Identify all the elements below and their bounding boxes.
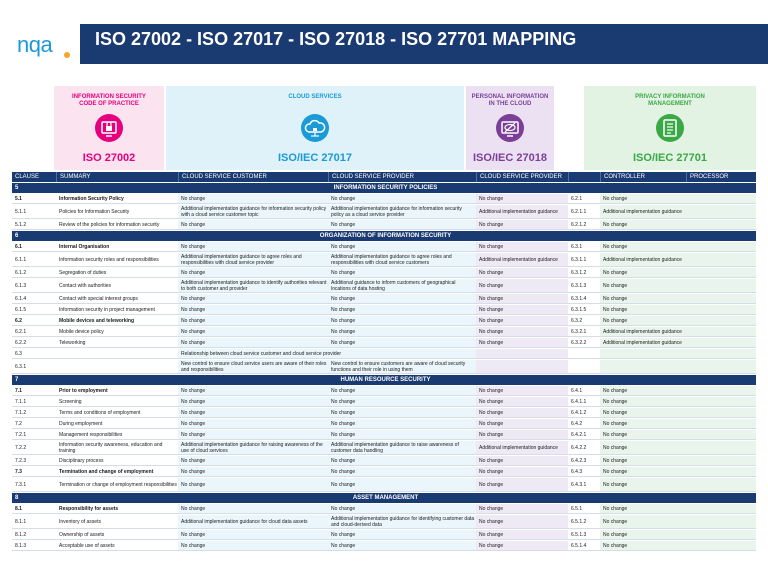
cloud-customer-cell: No change [178,327,328,336]
processor-cell [686,430,756,439]
iso27018-cell: No change [476,194,568,203]
table-row [12,253,756,267]
col-processor: PROCESSOR [686,172,756,182]
table-row [12,242,756,252]
iso27018-cell: No change [476,541,568,550]
iso27018-cell: No change [476,397,568,406]
col-cloud-service-customer: CLOUD SERVICE CUSTOMER [178,172,328,182]
clause-cell: 8.1.3 [15,542,27,549]
col-clause: CLAUSE [15,174,40,180]
section-title: ASSET MANAGEMENT [352,495,419,501]
col-blank [568,172,600,182]
cloud-provider-cell: No change [328,242,476,251]
iso27701-clause-cell: 6.4.2.1 [571,431,587,438]
controller-cell: Additional implementation guidance [600,205,686,218]
cloud-provider-cell: No change [328,397,476,406]
processor-cell [686,268,756,277]
controller-cell: No change [600,541,686,550]
clause-cell: 7.2.2 [15,444,27,451]
table-row [12,386,756,396]
standard-label: CLOUD SERVICES [288,94,342,100]
cloud-customer-cell: No change [178,194,328,203]
cloud-provider-cell: No change [328,294,476,303]
table-row [12,268,756,278]
iso27018-cell: No change [476,338,568,347]
logo-text: nqa [17,32,53,57]
standard-block-3 [466,86,554,170]
iso27701-clause-cell: 6.5.1 [571,505,583,512]
iso27018-cell: Additional implementation guidance [476,441,568,454]
table-row [12,305,756,315]
iso27018-cell: No change [476,530,568,539]
summary-cell: Inventory of assets [59,518,101,525]
section-row [12,375,756,385]
controller-cell: Additional implementation guidance [600,327,686,336]
cloud-customer-cell: No change [178,467,328,476]
iso27701-clause-cell: 6.2.1.2 [571,221,587,228]
table-row [12,349,756,359]
iso27018-cell: No change [476,305,568,314]
processor-cell [686,360,756,373]
clause-cell: 5.1.1 [15,208,27,215]
iso27018-cell: No change [476,242,568,251]
section-title: ORGANIZATION OF INFORMATION SECURITY [319,233,452,239]
cloud-provider-cell: New control to ensure customers are aware of cloud security functions and their role in using them [328,360,476,373]
clause-cell: 7.2.1 [15,431,27,438]
cloud-customer-cell: No change [178,419,328,428]
cloud-customer-cell: Additional implementation guidance to agree roles and responsibilities with cloud service provider [178,253,328,266]
iso27018-cell: No change [476,316,568,325]
controller-cell: Additional implementation guidance [600,253,686,266]
clause-cell: 7.1.2 [15,409,27,416]
table-row [12,456,756,466]
iso27018-cell: Additional implementation guidance [476,205,568,218]
cloud-customer-cell: Additional implementation guidance for cloud data assets [178,515,328,528]
summary-cell: Policies for Information Security [59,208,130,215]
table-row [12,338,756,348]
summary-cell: Acceptable use of assets [59,542,115,549]
controller-cell: No change [600,268,686,277]
standard-name: ISO 27002 [82,152,136,164]
processor-cell [686,316,756,325]
processor-cell [686,541,756,550]
lock-icon [95,114,123,142]
iso27701-clause-cell: 6.5.1.4 [571,542,587,549]
iso27018-cell: No change [476,386,568,395]
cloud-customer-cell: No change [178,430,328,439]
processor-cell [686,397,756,406]
controller-cell: No change [600,515,686,528]
processor-cell [686,253,756,266]
clause-cell: 7.2 [15,420,22,427]
cloud-customer-cell: No change [178,338,328,347]
iso27018-cell: No change [476,294,568,303]
summary-cell: Mobile device policy [59,328,104,335]
logo-dot [64,52,70,58]
page-title: ISO 27002 - ISO 27017 - ISO 27018 - ISO 27701 MAPPING [95,29,577,49]
clause-cell: 6.1 [15,243,22,250]
iso27701-clause-cell [568,360,600,373]
table-row [12,397,756,407]
table-header [12,172,756,182]
section-row [12,183,756,193]
iso27018-cell: No change [476,478,568,491]
cloud-provider-cell: No change [328,478,476,491]
summary-cell: Contact with authorities [59,282,111,289]
standard-label: PRIVACY INFORMATION MANAGEMENT [635,94,705,107]
section-clause: 5 [15,185,19,191]
cloud-customer-cell: Additional implementation guidance for information security policy with a cloud service customer topic [178,205,328,218]
cloud-provider-cell: No change [328,530,476,539]
clause-cell: 7.3.1 [15,481,27,488]
summary-cell: Prior to employment [59,387,108,394]
processor-cell [686,327,756,336]
iso27701-clause-cell: 6.3.2.1 [571,328,587,335]
table-row [12,205,756,219]
summary-cell: Ownership of assets [59,531,105,538]
section-clause: 7 [15,377,19,383]
processor-cell [686,220,756,229]
iso27018-cell: No change [476,467,568,476]
controller-cell: No change [600,430,686,439]
section-row [12,231,756,241]
cloud-provider-cell: No change [328,220,476,229]
clause-cell: 6.1.5 [15,306,27,313]
processor-cell [686,441,756,454]
table-row [12,515,756,529]
col-controller: CONTROLLER [600,172,686,182]
col-summary: SUMMARY [56,172,178,182]
summary-cell: Contact with special interest groups [59,295,138,302]
processor-cell [686,305,756,314]
section-clause: 8 [15,495,19,501]
col-cloud-service-provider: CLOUD SERVICE PROVIDER [328,172,476,182]
table-row [12,408,756,418]
clause-cell: 5.1.2 [15,221,27,228]
processor-cell [686,515,756,528]
cloud-provider-cell: Additional implementation guidance to agree roles and responsibilities with cloud service customers [328,253,476,266]
cloud-customer-cell: No change [178,242,328,251]
iso27701-clause-cell: 6.4.3.1 [571,481,587,488]
iso27701-clause-cell: 6.3.1.1 [571,256,587,263]
controller-cell: Additional implementation guidance [600,338,686,347]
section-title: HUMAN RESOURCE SECURITY [340,377,431,383]
summary-cell [56,349,178,358]
standard-block-4 [584,86,756,170]
combined-cloud-cell: Relationship between cloud service customer and cloud service provider [178,349,476,358]
iso27018-cell [476,349,568,358]
controller-cell: No change [600,478,686,491]
table-row [12,541,756,551]
cloud-provider-cell: No change [328,419,476,428]
iso27701-clause-cell: 6.4.1 [571,387,583,394]
iso27701-clause-cell: 6.3.2.2 [571,339,587,346]
summary-cell: Responsibility for assets [59,505,119,512]
iso27701-clause-cell: 6.4.2.3 [571,457,587,464]
summary-cell: Management responsibilities [59,431,123,438]
processor-cell [686,456,756,465]
iso27701-clause-cell: 6.3.1.2 [571,269,587,276]
controller-cell: No change [600,419,686,428]
controller-cell: No change [600,456,686,465]
iso27018-cell: No change [476,220,568,229]
clause-cell: 8.1.1 [15,518,27,525]
cloud-provider-cell: No change [328,316,476,325]
iso27018-cell: No change [476,268,568,277]
processor-cell [686,194,756,203]
cloud-provider-cell: No change [328,338,476,347]
section-title: INFORMATION SECURITY POLICIES [333,185,438,191]
cloud-customer-cell: No change [178,268,328,277]
clause-cell: 7.1 [15,387,22,394]
section-row [12,493,756,503]
iso27701-clause-cell: 6.4.2 [571,420,583,427]
cloud-customer-cell: No change [178,316,328,325]
cloud-provider-cell: No change [328,194,476,203]
clause-cell: 6.2.1 [15,328,27,335]
iso27018-cell: No change [476,515,568,528]
cloud-customer-cell: No change [178,456,328,465]
summary-cell: Screening [59,398,82,405]
controller-cell: No change [600,397,686,406]
clause-cell: 7.2.3 [15,457,27,464]
iso27018-cell: Additional implementation guidance [476,253,568,266]
iso27701-clause-cell: 6.4.2.2 [571,444,587,451]
iso27701-clause-cell [568,349,600,358]
cloud-customer-cell: No change [178,386,328,395]
controller-cell: No change [600,279,686,292]
controller-cell: No change [600,408,686,417]
controller-cell [600,349,686,358]
iso27701-clause-cell: 6.2.1.1 [571,208,587,215]
controller-cell: No change [600,242,686,251]
iso27701-clause-cell: 6.3.1.5 [571,306,587,313]
controller-cell: No change [600,305,686,314]
cloud-customer-cell: Additional implementation guidance for raising awareness of the use of cloud services [178,441,328,454]
cloud-provider-cell: No change [328,504,476,513]
summary-cell: Termination and change of employment [59,468,154,475]
cloud-customer-cell: No change [178,530,328,539]
processor-cell [686,504,756,513]
controller-cell: No change [600,504,686,513]
iso27701-clause-cell: 6.5.1.2 [571,518,587,525]
iso27701-clause-cell: 6.4.3 [571,468,583,475]
standard-name: ISO/IEC 27018 [473,152,547,164]
cloud-customer-cell: No change [178,305,328,314]
table-row [12,441,756,455]
iso27701-clause-cell: 6.3.2 [571,317,583,324]
iso27701-clause-cell: 6.4.1.2 [571,409,587,416]
iso27701-clause-cell: 6.3.1.3 [571,282,587,289]
cloud-customer-cell: No change [178,397,328,406]
processor-cell [686,530,756,539]
cloud-provider-cell: No change [328,430,476,439]
cloud-provider-cell: No change [328,305,476,314]
table-row [12,430,756,440]
controller-cell: No change [600,294,686,303]
clause-cell: 7.1.1 [15,398,27,405]
clause-cell: 6.3 [15,350,22,357]
clause-cell: 8.1 [15,505,22,512]
summary-cell: Review of the policies for information security [59,221,160,228]
processor-cell [686,349,756,358]
processor-cell [686,294,756,303]
iso27018-cell: No change [476,430,568,439]
cloud-provider-cell: No change [328,541,476,550]
table-row [12,316,756,326]
clause-cell: 6.1.1 [15,256,27,263]
iso27018-cell: No change [476,327,568,336]
processor-cell [686,419,756,428]
standard-block-2 [166,86,464,170]
iso27701-clause-cell: 6.2.1 [571,195,583,202]
eye-slash-icon [496,114,524,142]
iso27018-cell: No change [476,504,568,513]
cloud-provider-cell: No change [328,327,476,336]
controller-cell: No change [600,316,686,325]
iso27018-cell [476,360,568,373]
table-row [12,530,756,540]
summary-cell: Mobile devices and teleworking [59,317,135,324]
table-row [12,279,756,293]
table-row [12,194,756,204]
standard-label: PERSONAL INFORMATION IN THE CLOUD [471,94,549,107]
standard-name: ISO/IEC 27017 [278,152,352,164]
cloud-customer-cell: No change [178,294,328,303]
clause-cell: 6.1.4 [15,295,27,302]
controller-cell: No change [600,441,686,454]
clause-cell: 6.1.2 [15,269,27,276]
cloud-customer-cell: New control to ensure cloud service users are aware of their roles and responsibilities [178,360,328,373]
iso27701-clause-cell: 6.4.1.1 [571,398,587,405]
cloud-provider-cell: No change [328,467,476,476]
document-icon [656,114,684,142]
clause-cell: 6.1.3 [15,282,27,289]
clause-cell: 6.3.1 [15,363,27,370]
clause-cell: 7.3 [15,468,22,475]
controller-cell: No change [600,386,686,395]
cloud-customer-cell: No change [178,220,328,229]
summary-cell: Teleworking [59,339,86,346]
table-row [12,294,756,304]
processor-cell [686,478,756,491]
clause-cell: 6.2 [15,317,22,324]
iso27018-cell: No change [476,419,568,428]
cloud-customer-cell: No change [178,504,328,513]
cloud-provider-cell: No change [328,268,476,277]
section-clause: 6 [15,233,19,239]
summary-cell: Disciplinary process [59,457,104,464]
controller-cell [600,360,686,373]
summary-cell: During employment [59,420,103,427]
table-row [12,220,756,230]
cloud-customer-cell: No change [178,408,328,417]
iso27701-clause-cell: 6.3.1.4 [571,295,587,302]
cloud-provider-cell: Additional implementation guidance for information security policy as a cloud service provider [328,205,476,218]
top-banner [0,0,768,86]
summary-cell: Segregation of duties [59,269,107,276]
clause-cell: 8.1.2 [15,531,27,538]
col-cloud-service-provider-27018: CLOUD SERVICE PROVIDER [476,172,568,182]
cloud-customer-cell: No change [178,541,328,550]
cloud-customer-cell: Additional implementation guidance to identify authorities relevant to both customer and provider [178,279,328,292]
table-row [12,504,756,514]
iso27018-cell: No change [476,279,568,292]
summary-cell: Information security roles and responsibilities [59,256,159,263]
summary-cell: Terms and conditions of employment [59,409,141,416]
controller-cell: No change [600,467,686,476]
cloud-provider-cell: Additional guidance to inform customers of geographical locations of data hosting [328,279,476,292]
summary-cell: Internal Organisation [59,243,110,250]
standard-block-1 [54,86,164,170]
summary-cell: Information Security Policy [59,195,124,202]
summary-cell: Termination or change of employment responsibilities [59,481,177,488]
summary-cell: Information security awareness, education and training [59,441,163,454]
cloud-customer-cell: No change [178,478,328,491]
cloud-provider-cell: No change [328,408,476,417]
summary-cell [56,360,178,373]
iso27018-cell: No change [476,408,568,417]
cloud-provider-cell: No change [328,456,476,465]
processor-cell [686,338,756,347]
table-row [12,467,756,477]
processor-cell [686,279,756,292]
iso27701-clause-cell: 6.5.1.3 [571,531,587,538]
table-row [12,360,756,374]
standard-label: INFORMATION SECURITY CODE OF PRACTICE [72,94,146,107]
table-row [12,478,756,492]
cloud-provider-cell: Additional implementation guidance to raise awareness of customer data handling [328,441,476,454]
processor-cell [686,242,756,251]
cloud-lock-icon [301,114,329,142]
clause-cell: 5.1 [15,195,22,202]
summary-cell: Information security in project management [59,306,155,313]
cloud-provider-cell: No change [328,386,476,395]
controller-cell: No change [600,530,686,539]
table-row [12,327,756,337]
processor-cell [686,408,756,417]
table-row [12,419,756,429]
controller-cell: No change [600,194,686,203]
iso27701-clause-cell: 6.3.1 [571,243,583,250]
controller-cell: No change [600,220,686,229]
clause-cell: 6.2.2 [15,339,27,346]
processor-cell [686,467,756,476]
processor-cell [686,205,756,218]
processor-cell [686,386,756,395]
standard-name: ISO/IEC 27701 [633,152,707,164]
iso27018-cell: No change [476,456,568,465]
cloud-provider-cell: Additional implementation guidance for identifying customer data and cloud-derived data [328,515,476,528]
